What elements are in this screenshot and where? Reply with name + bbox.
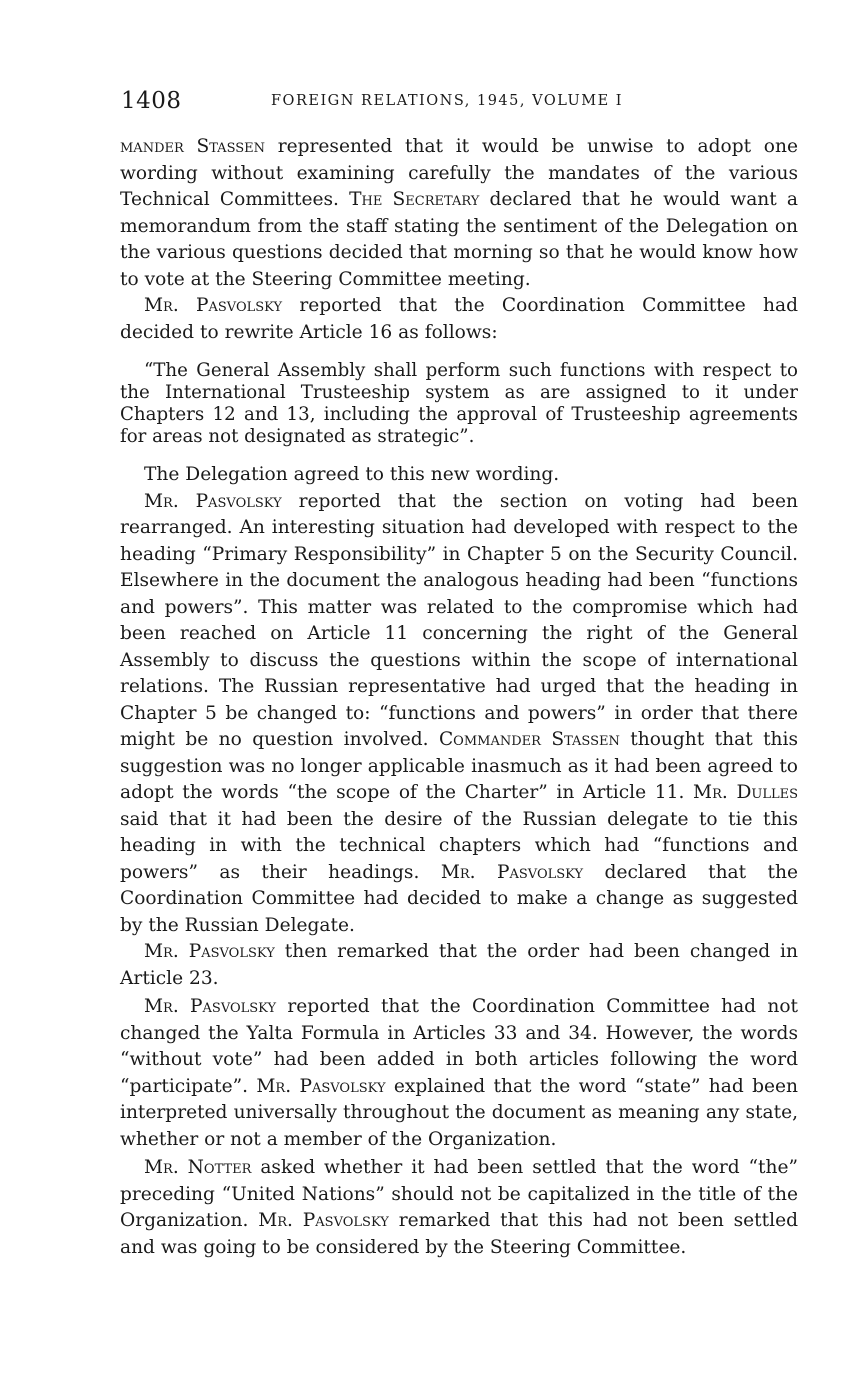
- speaker-name: Mr. Dulles: [693, 782, 798, 803]
- speaker-name: Mr. Pasvolsky: [258, 1210, 389, 1231]
- paragraph: [120, 1155, 798, 1261]
- speaker-name: mander Stassen: [120, 136, 266, 157]
- speaker-name: Mr. Notter: [144, 1157, 252, 1178]
- text-run: “The General Assembly shall perform such functions with respect to the International Trusteeship system as are assigned to it under Chapters 12 and 13, including the approval of Trusteeship agreements for areas not designated as strategic”.: [120, 360, 798, 447]
- text-run: The Delegation agreed to this new wording.: [144, 464, 560, 485]
- text-run: said that it had been the desire of the Russian delegate to tie this heading in with the technical chapters which had “functions and powers” as their headings.: [120, 808, 798, 883]
- speaker-name: Mr. Pasvolsky: [144, 295, 283, 316]
- paragraph: [120, 489, 798, 940]
- page-header: [121, 88, 801, 118]
- speaker-name: Mr. Pasvolsky: [144, 996, 277, 1017]
- speaker-name: Mr. Pasvolsky: [440, 861, 584, 883]
- text-run: remarked that this had not been settled and was going to be considered by the Steering Committee.: [120, 1210, 798, 1258]
- paragraph: [120, 293, 798, 346]
- text-run: reported that the section on voting had been rearranged. An interesting situation had developed with respect to the heading “Primary Responsibility” in Chapter 5 on the Security Council. Elsewhere in the document the analogous heading had been “functions and powers”. This matter was related to the compromise which had been reached on Article 11 concerning the right of the General Assembly to discuss the questions within the scope of international relations. The Russian representative had urged that the heading in Chapter 5 be changed to: “functions and powers” in order that there might be no question involved.: [120, 490, 798, 750]
- page-number: 1408: [121, 88, 182, 114]
- paragraph: [120, 939, 798, 992]
- speaker-name: Commander Stassen: [438, 729, 620, 750]
- speaker-name: Mr. Pasvolsky: [144, 941, 275, 962]
- speaker-name: Mr. Pasvolsky: [256, 1075, 386, 1097]
- running-head: FOREIGN RELATIONS, 1945, VOLUME I: [271, 93, 624, 109]
- text-run: declared that the Coordination Committee had decided to make a change as suggested by the Russian Delegate.: [120, 861, 798, 936]
- block-quote: [120, 360, 798, 448]
- page-body: [120, 134, 798, 1261]
- text-run: declared that he would want a memorandum from the staff stating the sentiment of the Delegation on the various questions decided that morning so that he would know how to vote at the Steering Committee meeting.: [120, 189, 798, 290]
- text-run: explained that the word “state” had been interpreted universally throughout the document as meaning any state, whether or not a member of the Organization.: [120, 1075, 798, 1150]
- speaker-name: Mr. Pasvolsky: [144, 490, 282, 512]
- speaker-name: The Secretary: [349, 189, 480, 210]
- paragraph: [120, 134, 798, 293]
- text-run: then remarked that the order had been changed in Article 23.: [120, 941, 798, 989]
- text-run: asked whether it had been settled that the word “the” preceding “United Nations” should not be capitalized in the title of the Organization.: [120, 1157, 798, 1231]
- text-run: reported that the Coordination Committee had decided to rewrite Article 16 as follows:: [120, 295, 798, 343]
- text-run: thought that this suggestion was no longer applicable inasmuch as it had been agreed to adopt the words “the scope of the Charter” in Article 11.: [120, 729, 799, 803]
- paragraph: [120, 994, 798, 1153]
- text-run: represented that it would be unwise to adopt one wording without examining carefully the mandates of the various Technical Committees.: [120, 136, 798, 210]
- paragraph: [120, 462, 798, 489]
- text-run: reported that the Coordination Committee had not changed the Yalta Formula in Articles 33 and 34. However, the words “without vote” had been added in both articles following the word “participate”.: [120, 996, 798, 1097]
